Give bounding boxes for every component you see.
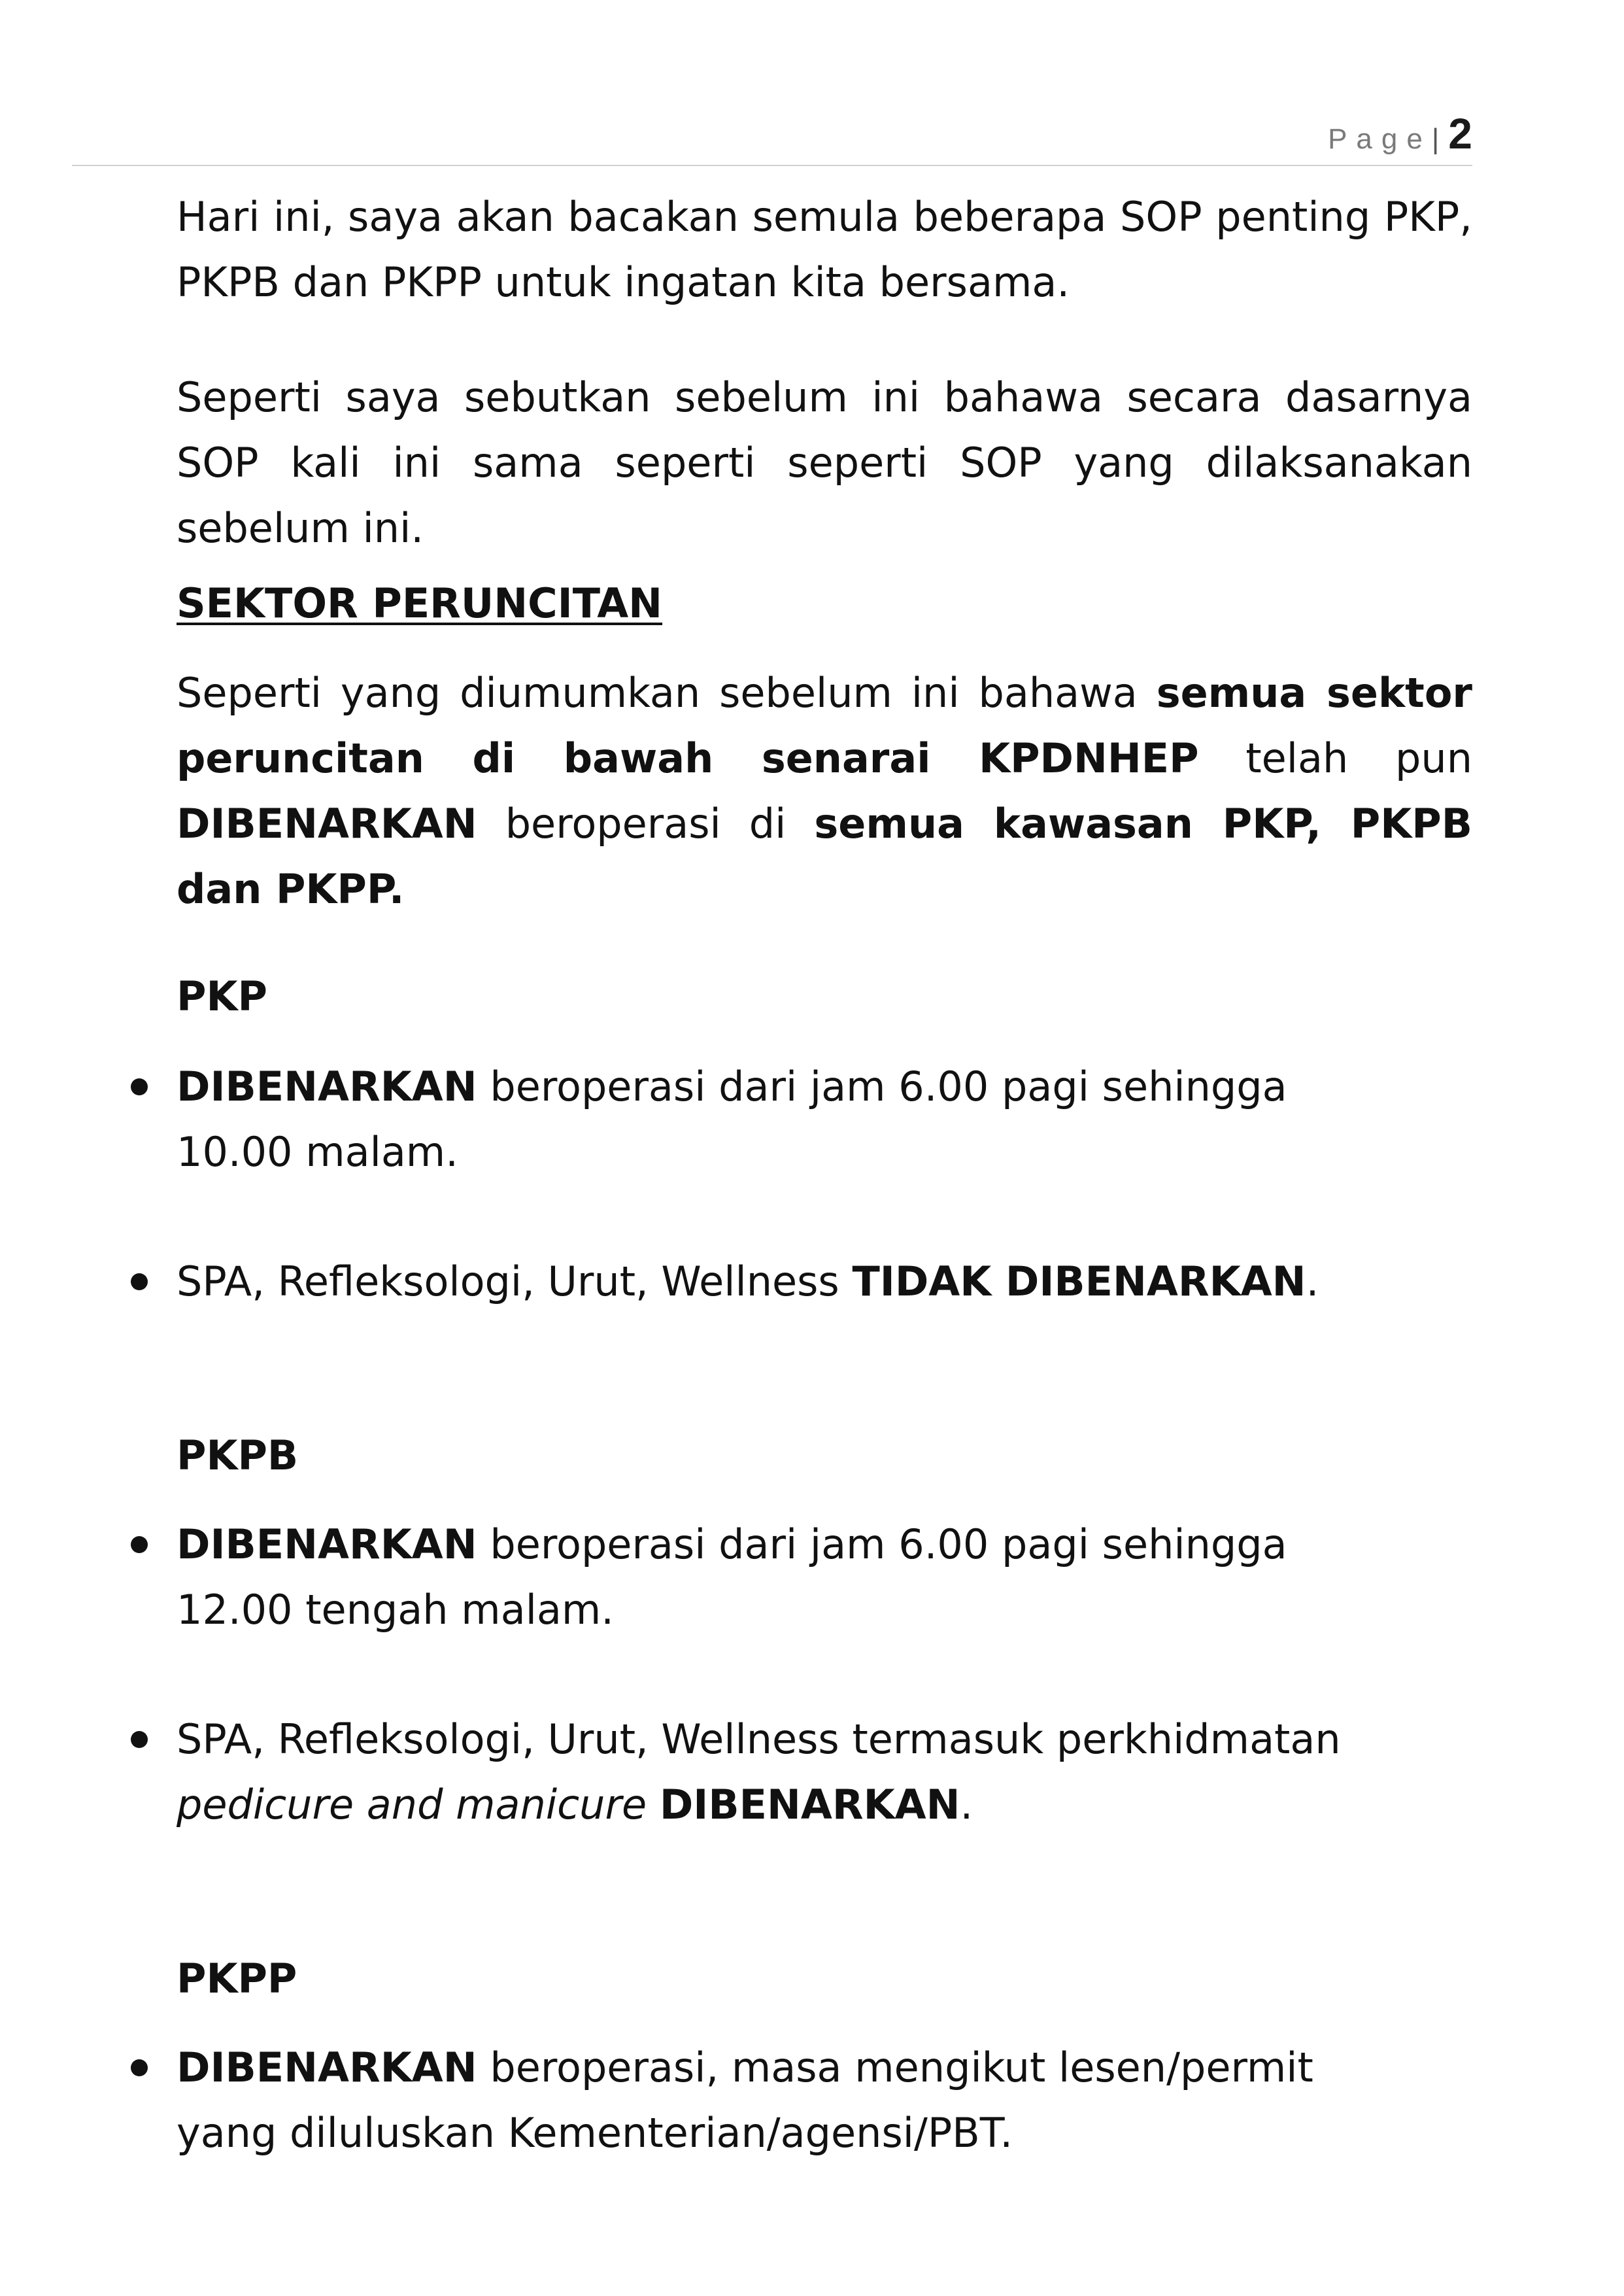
pkpb-bullet-2-text xyxy=(177,1707,1373,1838)
section-paragraph xyxy=(177,660,1472,922)
header-divider xyxy=(72,165,1472,166)
pkpb-bullet-1-rest: beroperasi dari jam 6.00 pagi sehingga 12.00 tengah malam. xyxy=(177,1520,1287,1634)
section-title-text: SEKTOR PERUNCITAN xyxy=(177,579,663,627)
pkp-bullet-1 xyxy=(131,1054,1373,1185)
pkpp-heading: PKPP xyxy=(177,1955,297,2002)
bullet-icon xyxy=(131,1273,148,1290)
pkpb-bullet-1-bold: DIBENARKAN xyxy=(177,1520,477,1568)
pkpp-bullet-1 xyxy=(131,2035,1373,2166)
section-para-text-c: telah pun xyxy=(1198,734,1472,782)
intro-paragraph-2: Seperti saya sebutkan sebelum ini bahawa secara dasarnya SOP kali ini sama seperti seperti SOP yang dilaksanakan sebelum ini. xyxy=(177,373,1472,552)
section-para-text-a: Seperti yang diumumkan sebelum ini bahawa xyxy=(177,669,1157,717)
bullet-icon xyxy=(131,1078,148,1095)
section-para-bold-b: semua sektor peruncitan di bawah senarai KPDNHEP xyxy=(177,669,1472,782)
pkpp-bullet-1-text xyxy=(177,2035,1373,2166)
pkpb-bullet-2-end: . xyxy=(960,1781,973,1828)
bullet-icon xyxy=(131,2059,148,2076)
pkp-bullet-1-rest: beroperasi dari jam 6.00 pagi sehingga 10.00 malam. xyxy=(177,1063,1287,1176)
intro-paragraph-1: Hari ini, saya akan bacakan semula beberapa SOP penting PKP, PKPB dan PKPP untuk ingatan kita bersama. xyxy=(177,193,1472,306)
pkpb-bullet-1 xyxy=(131,1512,1373,1643)
page-label: Page xyxy=(1328,123,1432,155)
pkpb-bullet-2-italic: pedicure and manicure xyxy=(177,1781,647,1828)
pkp-bullet-1-bold: DIBENARKAN xyxy=(177,1063,477,1110)
page-header xyxy=(1328,109,1472,158)
pkp-bullet-2-rest: SPA, Refleksologi, Urut, Wellness xyxy=(177,1258,853,1305)
pkpp-bullet-1-bold: DIBENARKAN xyxy=(177,2044,477,2091)
pkp-bullet-2 xyxy=(131,1249,1373,1314)
page-separator: | xyxy=(1431,123,1440,155)
pkpb-bullet-2 xyxy=(131,1707,1373,1838)
section-para-bold-f: semua kawasan PKP, PKPB dan PKPP. xyxy=(177,800,1472,913)
pkpb-heading: PKPB xyxy=(177,1431,299,1479)
pkp-heading: PKP xyxy=(177,972,267,1020)
pkpb-bullet-2-space xyxy=(647,1781,660,1828)
pkpb-bullet-1-text xyxy=(177,1512,1373,1643)
bullet-icon xyxy=(131,1731,148,1748)
section-para-bold-d: DIBENARKAN xyxy=(177,800,477,848)
bullet-icon xyxy=(131,1536,148,1553)
pkpb-bullet-2-rest: SPA, Refleksologi, Urut, Wellness termasuk perkhidmatan xyxy=(177,1715,1341,1763)
pkpp-bullet-1-rest: beroperasi, masa mengikut lesen/permit yang diluluskan Kementerian/agensi/PBT. xyxy=(177,2044,1313,2157)
pkp-bullet-2-text xyxy=(177,1249,1373,1314)
section-title xyxy=(177,571,662,636)
pkpb-bullet-2-bold: DIBENARKAN xyxy=(659,1781,960,1828)
pkp-bullet-2-end: . xyxy=(1306,1258,1319,1305)
page-number: 2 xyxy=(1448,109,1472,158)
section-para-text-e: beroperasi di xyxy=(477,800,815,848)
pkp-bullet-1-text xyxy=(177,1054,1373,1185)
pkp-bullet-2-bold: TIDAK DIBENARKAN xyxy=(852,1258,1306,1305)
